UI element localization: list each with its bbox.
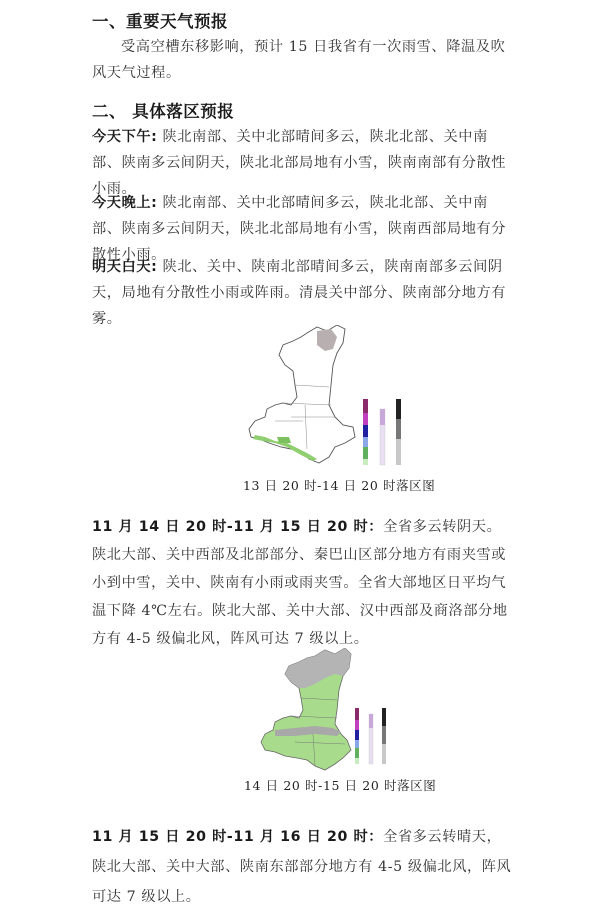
- forecast-item-label: 今天下午:: [92, 129, 158, 145]
- section1-heading: 一、重要天气预报: [92, 12, 228, 31]
- forecast-period-label: 11 月 15 日 20 时-11 月 16 日 20 时：: [92, 829, 384, 845]
- section1-body: 受高空槽东移影响，预计 15 日我省有一次雨雪、降温及吹风天气过程。: [92, 39, 506, 81]
- forecast-item-text: 陕北、关中、陕南北部晴间多云，陕南南部多云间阴天，局地有分散性小雨或阵雨。清晨关中部分、陕南部分地方有雾。: [92, 259, 507, 327]
- figure1-caption: 13 日 20 时-14 日 20 时落区图: [243, 478, 436, 493]
- forecast-period-label: 11 月 14 日 20 时-11 月 15 日 20 时：: [92, 519, 384, 535]
- forecast-period-3: [92, 822, 512, 912]
- forecast-period-text: 全省多云转阴天。陕北大部、关中西部及北部部分、秦巴山区部分地方有雨夹雪或小到中雪，关中、陕南有小雨或雨夹雪。全省大部地区日平均气温下降 4℃左右。陕北大部、关中大部、汉中西部及商洛部分地方有 4-5 级偏北风，阵风可达 7 级以上。: [92, 519, 508, 647]
- forecast-item-text: 陕北南部、关中北部晴间多云，陕北北部、关中南部、陕南多云间阴天，陕北北部局地有小雪，陕南南部有分散性小雨。: [92, 129, 507, 197]
- forecast-period-text: 全省多云转晴天，陕北大部、关中大部、陕南东部部分地方有 4-5 级偏北风，阵风可达 7 级以上。: [92, 829, 512, 905]
- forecast-map-1: [245, 325, 415, 470]
- forecast-item-label: 今天晚上:: [92, 195, 158, 211]
- forecast-period-2: [92, 513, 512, 653]
- shaanxi-map-icon: [255, 648, 405, 773]
- forecast-map-2: [255, 648, 405, 773]
- forecast-item-label: 明天白天:: [92, 259, 158, 275]
- shaanxi-map-icon: [245, 325, 415, 470]
- figure2-caption: 14 日 20 时-15 日 20 时落区图: [244, 778, 437, 793]
- forecast-item-tomorrow: [92, 254, 512, 332]
- forecast-item-text: 陕北南部、关中北部晴间多云，陕北北部、关中南部、陕南多云间阴天，陕北北部局地有小雪，陕南西部局地有分散性小雨。: [92, 195, 507, 263]
- section2-heading: 二、 具体落区预报: [92, 102, 235, 121]
